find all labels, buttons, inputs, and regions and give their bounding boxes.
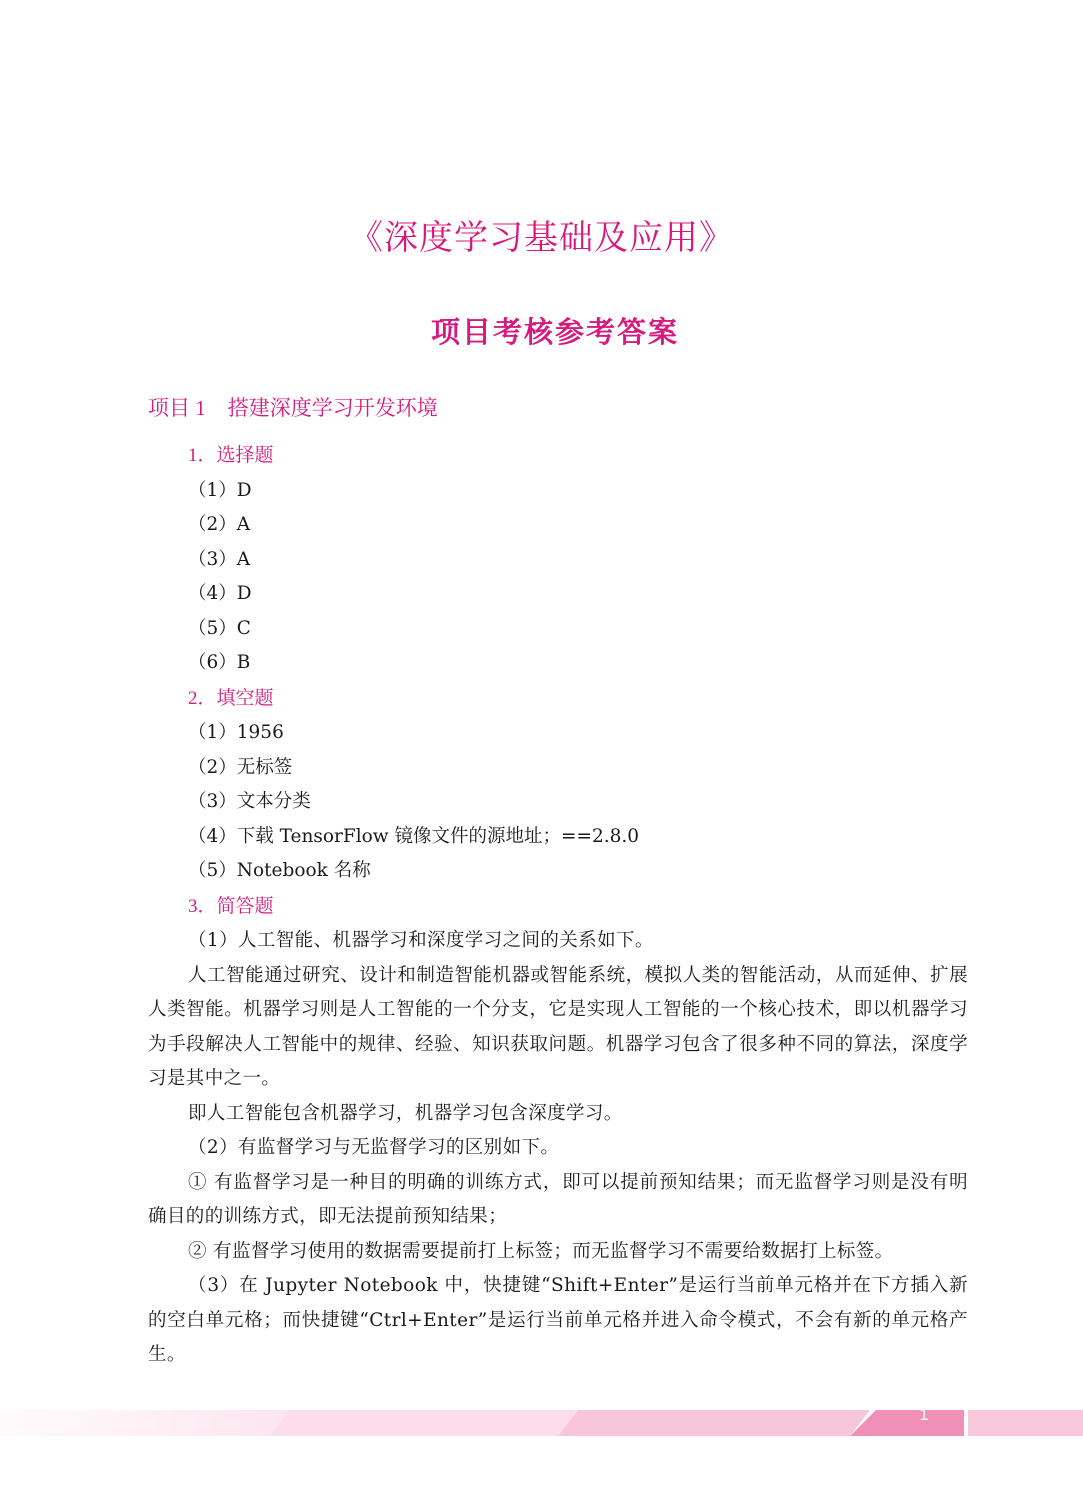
short-answer-paragraph: ② 有监督学习使用的数据需要提前打上标签；而无监督学习不需要给数据打上标签。 (188, 1240, 894, 1262)
choice-answer: （2）A (188, 514, 251, 535)
fill-answer: （5）Notebook 名称 (188, 860, 371, 881)
answer-body (148, 438, 968, 1373)
fill-answer: （3）文本分类 (188, 791, 311, 812)
section-heading-choice: 1．选择题 (188, 444, 274, 466)
book-title: 《深度学习基础及应用》 (349, 218, 734, 258)
short-answer-paragraph: ① 有监督学习是一种目的明确的训练方式，即可以提前预知结果；而无监督学习则是没有明确目的的训练方式，即无法提前预知结果； (148, 1171, 968, 1227)
short-answer-paragraph: （3）在 Jupyter Notebook 中，快捷键“Shift+Enter”是运行当前单元格并在下方插入新的空白单元格；而快捷键“Ctrl+Enter”是运行当前单元格并进入命令模式，不会有新的单元格产生。 (148, 1275, 968, 1365)
short-answer-paragraph: 人工智能通过研究、设计和制造智能机器或智能系统，模拟人类的智能活动，从而延伸、扩展人类智能。机器学习则是人工智能的一个分支，它是实现人工智能的一个核心技术，即以机器学习为手段解决人工智能中的规律、经验、知识获取问题。机器学习包含了很多种不同的算法，深度学习是其中之一。 (148, 964, 968, 1089)
short-answer-paragraph: 即人工智能包含机器学习，机器学习包含深度学习。 (188, 1102, 623, 1124)
short-answer-paragraph: （2）有监督学习与无监督学习的区别如下。 (188, 1137, 560, 1158)
section-heading-short: 3．简答题 (188, 894, 274, 917)
project-heading (148, 392, 438, 422)
fill-answer: （2）无标签 (188, 756, 293, 778)
choice-answer: （6）B (188, 652, 251, 673)
answer-title: 项目考核参考答案 (430, 315, 679, 349)
choice-answer: （5）C (188, 617, 251, 639)
fill-answer: （1）1956 (188, 722, 284, 743)
fill-answer: （4）下载 TensorFlow 镜像文件的源地址；==2.8.0 (188, 825, 640, 847)
page-number: 1 (919, 1405, 929, 1424)
choice-answer: （3）A (188, 548, 251, 570)
choice-answer: （4）D (188, 583, 252, 604)
project-number: 项目 1 (148, 396, 206, 420)
short-answer-paragraph: （1）人工智能、机器学习和深度学习之间的关系如下。 (188, 930, 654, 951)
choice-answer: （1）D (188, 479, 252, 501)
section-heading-fill: 2．填空题 (188, 686, 274, 709)
project-title: 搭建深度学习开发环境 (227, 396, 438, 420)
